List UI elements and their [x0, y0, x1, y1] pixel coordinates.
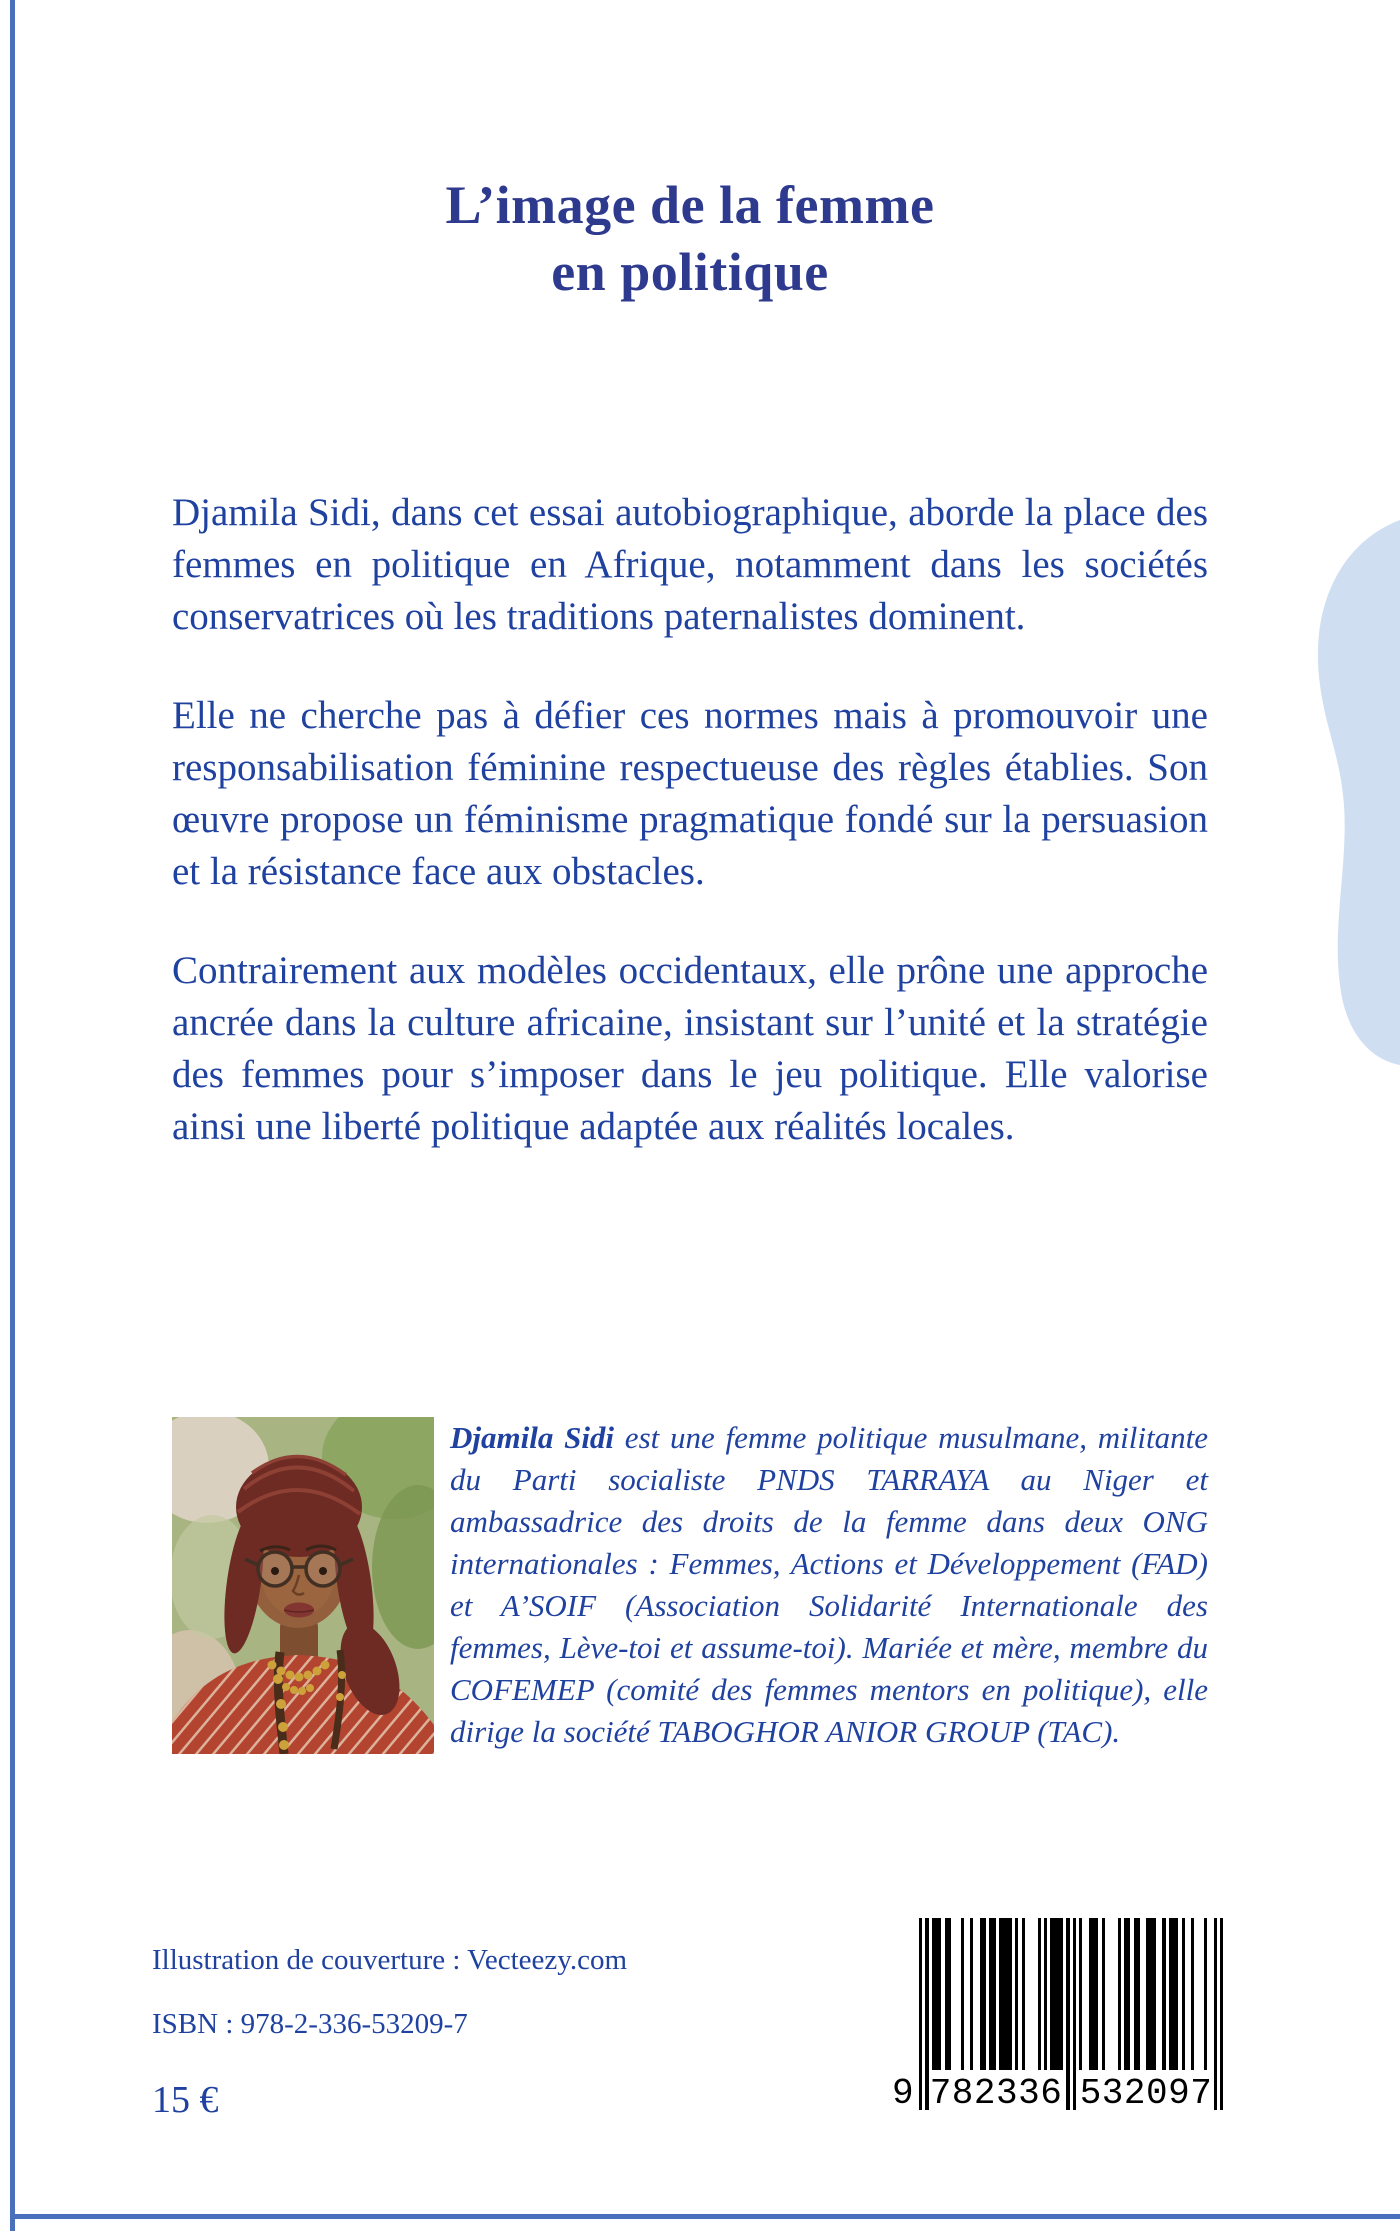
synopsis-paragraph: Contrairement aux modèles occidentaux, elle prône une approche ancrée dans la culture africaine, insistant sur l’unité et la stratégie des femmes pour s’imposer dans le jeu politique. Elle valorise ainsi une liberté politique adaptée aux réalités locales. [172, 949, 1208, 1148]
decorative-wave-shape [1280, 505, 1400, 1085]
book-title-line2: en politique [551, 242, 829, 302]
bottom-border-line [10, 2214, 1400, 2219]
author-name: Djamila Sidi [450, 1420, 615, 1455]
author-bio-body: est une femme politique musulmane, militante du Parti socialiste PNDS TARRAYA au Niger et ambassadrice des droits de la femme dans deux ONG internationales : Femmes, Actions et Développement (FAD) et A’SOIF (Association Solidarité Internationale des femmes, Lève-toi et assume-toi). Mariée et mère, membre du COFEMEP (comité des femmes mentors en politique), elle dirige la société TABOGHOR ANIOR GROUP (TAC). [450, 1420, 1209, 1749]
book-title-line1: L’image de la femme [445, 175, 935, 235]
illustration-credit: Illustration de couverture : Vecteezy.com [152, 1944, 628, 1976]
barcode-digit-left: 9 [889, 2070, 917, 2116]
synopsis [172, 487, 1208, 1200]
synopsis-paragraph: Elle ne cherche pas à défier ces normes mais à promouvoir une responsabilisation féminine respectueuse des règles établies. Son œuvre propose un féminisme pragmatique fondé sur la persuasion et la résistance face aux obstacles. [172, 694, 1208, 893]
synopsis-paragraph: Djamila Sidi, dans cet essai autobiographique, aborde la place des femmes en politique en Afrique, notamment dans les sociétés conservatrices où les traditions paternalistes dominent. [172, 491, 1208, 638]
barcode [889, 1912, 1229, 2120]
author-photo [172, 1417, 434, 1754]
author-bio-section [172, 1417, 1208, 1754]
price: 15 € [152, 2079, 219, 2121]
book-title [182, 172, 1198, 306]
left-border-line [10, 0, 15, 2231]
author-bio-text [450, 1417, 1208, 1754]
barcode-digits-group1: 782336 [929, 2070, 1063, 2116]
isbn: ISBN : 978-2-336-53209-7 [152, 2008, 468, 2040]
barcode-digits-group2: 532097 [1079, 2070, 1213, 2116]
